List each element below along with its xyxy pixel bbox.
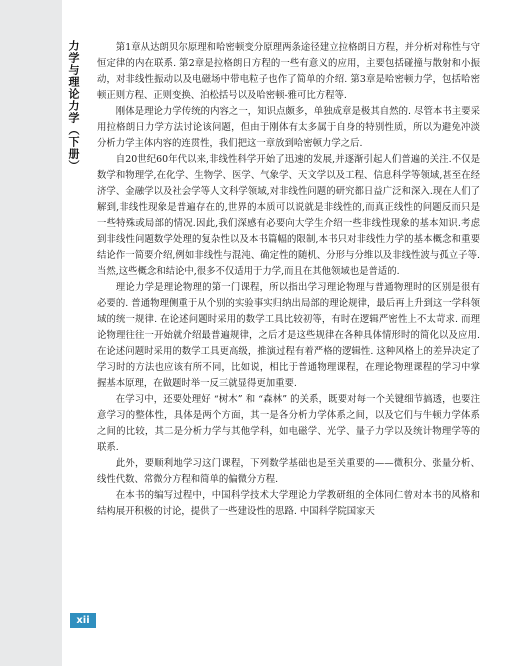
paragraph-trees-and-forest: 在学习中，还要处理好 “树木” 和 “森林” 的关系，既要对每一个关键细节搞透，也要注意学习的整体性，具体是两个方面，其一是各分析力学体系之间，以及它们与牛顿力学体系之间的比较，其二是分析力学与其他学科，如电磁学、光学、量子力学以及统计物理学等的联系. — [97, 394, 480, 453]
page-number: xii — [70, 613, 96, 628]
page-margin-band — [0, 0, 62, 666]
paragraph-nonlinear-science: 自20世纪60年代以来,非线性科学开始了迅速的发展,并逐渐引起人们普遍的关注.不仅是数学和物理学,在化学、生物学、医学、气象学、天文学以及工程、信息科学等领域,甚至在经济学、金融学以及社会学等人文科学领域,对非线性问题的研究都日益广泛和深入.现在人们了解到,非线性现象是普遍存在的,世界的本质可以说就是非线性的,而真正线性的问题反而只是一些特殊或局部的情况.因此,我们深感有必要向大学生介绍一些非线性现象的基本知识.考虑到非线性问题数学处理的复杂性以及本书篇幅的限制,本书只对非线性力学的基本概念和重要结论作一简要介绍,例如非线性与混沌、确定性的随机、分形与分维以及非线性波与孤立子等.当然,这些概念和结论中,很多不仅适用于力学,而且在其他领域也是普适的. — [97, 154, 480, 277]
body-text — [97, 40, 480, 520]
running-head: 力学与理论力学（下册） — [67, 40, 80, 172]
paragraph-theoretical-physics: 理论力学是理论物理的第一门课程，所以指出学习理论物理与普通物理时的区别是很有必要的. 普通物理侧重于从个别的实验事实归纳出局部的理论规律，最后再上升到这一学科领域的统一规律. 在论述问题时采用的数学工具比较初等，有时在逻辑严密性上不太苛求. 而理论物理往往一开始就介绍最普遍规律，之后才是这些规律在各种具体情形时的简化以及应用. 在论述问题时采用的数学工具更高级，推演过程有着严格的逻辑性. 这种风格上的差异决定了学习时的方法也应该有所不同，比如说，相比于普通物理课程，在理论物理课程的学习中掌握基本原理，在做题时举一反三就显得更加重要. — [97, 282, 480, 389]
paragraph-math-prerequisites: 此外，要顺利地学习这门课程，下列数学基础也是至关重要的——微积分、张量分析、线性代数、常微分方程和简单的偏微分方程. — [97, 458, 480, 485]
paragraph-rigid-body: 刚体是理论力学传统的内容之一，知识点颇多，单独成章是极其自然的. 尽管本书主要采用拉格朗日力学方法讨论该问题，但由于刚体有太多属于自身的特别性质，所以为避免冲淡分析力学主体内容的连贯性，我们把这一章放到哈密顿力学之后. — [97, 106, 480, 149]
paragraph-acknowledgements: 在本书的编写过程中，中国科学技术大学理论力学教研组的全体同仁曾对本书的风格和结构展开积极的讨论，提供了一些建设性的思路. 中国科学院国家天 — [97, 490, 480, 517]
paragraph-chapters-1-3: 第1章从达朗贝尔原理和哈密顿变分原理两条途径建立拉格朗日方程，并分析对称性与守恒定律的内在联系. 第2章是拉格朗日方程的一些有意义的应用，主要包括碰撞与散射和小振动，对非线性振动以及电磁场中带电粒子也作了简单的介绍. 第3章是哈密顿力学，包括哈密顿正则方程、正则变换、泊松括号以及哈密顿-雅可比方程等. — [97, 42, 480, 101]
